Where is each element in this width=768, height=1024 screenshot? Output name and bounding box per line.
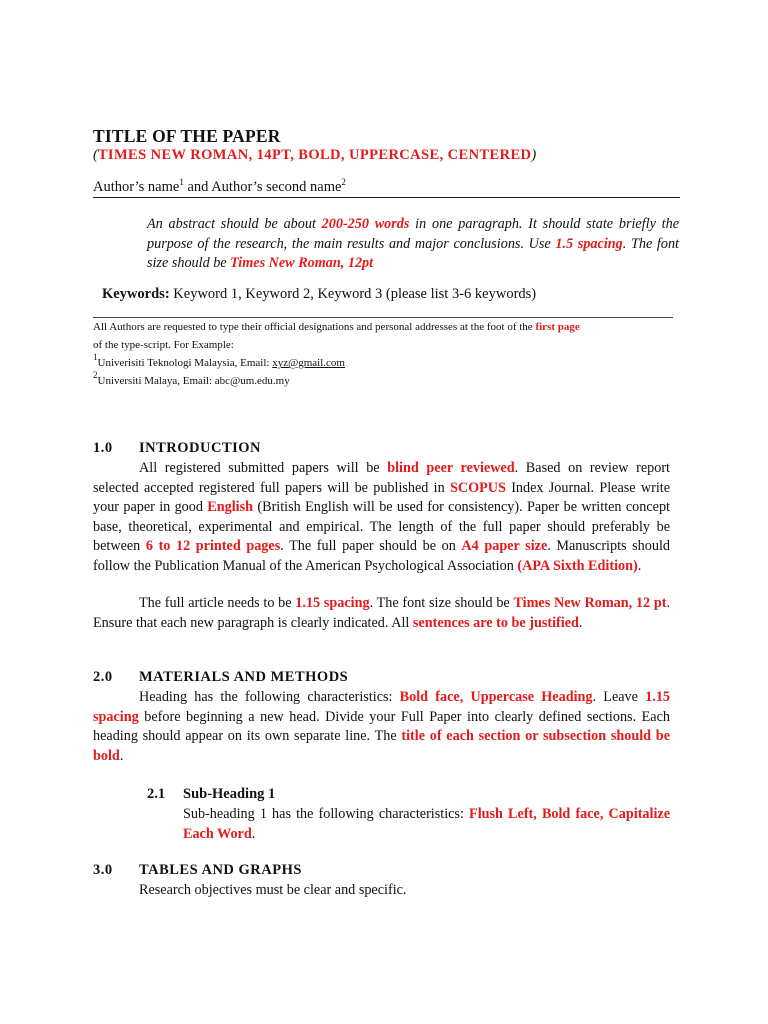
footnote-instructions [93, 319, 683, 354]
title-format-text: TIMES NEW ROMAN, 14PT, BOLD, UPPERCASE, CENTERED [97, 147, 532, 163]
author-sup-2: 2 [341, 177, 346, 187]
footnote-divider [93, 317, 673, 318]
highlight-text: A4 paper size [461, 538, 548, 554]
section-title: MATERIALS AND METHODS [139, 669, 349, 685]
methods-paragraph [93, 688, 670, 766]
subsection-paragraph [183, 805, 670, 844]
author-divider [93, 197, 680, 198]
abstract-highlight: 1.5 spacing [555, 235, 623, 252]
section-number: 2.0 [93, 669, 113, 685]
affiliation-email-link[interactable]: xyz@gmail.com [272, 357, 345, 369]
highlight-text: 1.15 spacing [295, 595, 370, 611]
highlight-text: (APA Sixth Edition) [517, 557, 638, 574]
body-text: . [119, 747, 124, 764]
footnote-highlight: first page [535, 321, 580, 333]
body-text: . The font size should be [369, 595, 514, 611]
keywords-label: Keywords: [102, 286, 170, 302]
keywords-list: Keyword 1, Keyword 2, Keyword 3 (please list 3-6 keywords) [169, 286, 537, 302]
body-text: . Manuscripts should follow the Publication Manual of the American Psychological Association [93, 538, 670, 574]
affiliation-2 [93, 370, 683, 391]
close-paren: ) [531, 147, 537, 163]
highlight-text: Times New Roman, 12 pt [513, 595, 667, 611]
abstract-text: An abstract should be about [147, 216, 322, 232]
highlight-text: SCOPUS [449, 479, 506, 496]
abstract-text: in one paragraph. It should state briefly the purpose of the research, the main results and major conclusions. Use [147, 216, 679, 252]
highlight-text: blind peer reviewed [387, 460, 515, 476]
body-text: . Based on review report selected accepted registered full papers will be published in [93, 460, 670, 496]
affiliation-sup: 1 [93, 352, 98, 362]
subsection-number: 2.1 [147, 786, 166, 802]
highlight-text: 1.15 spacing [93, 689, 670, 725]
highlight-text: sentences are to be justified [412, 614, 579, 631]
author-line [93, 179, 346, 196]
highlight-text: 6 to 12 printed pages [145, 538, 281, 554]
affiliation-text: Universiti Malaya, Email: abc@um.edu.my [97, 375, 290, 387]
body-text: . The full paper should be on [280, 538, 462, 554]
body-text: . [251, 825, 256, 842]
body-text: Index Journal. Please write your paper in good [93, 479, 670, 515]
introduction-paragraph-1 [93, 459, 670, 576]
affiliation-text: Univerisiti Teknologi Malaysia, Email: [97, 357, 273, 369]
author-sup-1: 1 [179, 177, 184, 187]
highlight-text: title of each section or subsection should be bold [93, 728, 670, 764]
affiliation-sup: 2 [93, 370, 98, 380]
affiliation-1 [93, 352, 683, 373]
abstract-highlight: 200-250 words [321, 216, 410, 232]
subsection-heading [147, 786, 275, 803]
footnote-text: of the type-script. For Example: [93, 338, 234, 351]
body-text: Heading has the following characteristics: [139, 689, 400, 705]
section-heading [93, 862, 302, 879]
body-text: . Ensure that each new paragraph is clearly indicated. All [93, 595, 670, 631]
body-text: Sub-heading 1 has the following characteristics: [183, 806, 470, 822]
section-number: 1.0 [93, 440, 113, 456]
introduction-paragraph-2 [93, 594, 670, 633]
section-heading [93, 440, 261, 457]
body-text: before beginning a new head. Divide your Full Paper into clearly defined sections. Each heading should appear on its own separate line. The [93, 708, 670, 744]
footnote-text: All Authors are requested to type their official designations and personal addresses at the foot of the [93, 321, 536, 333]
body-text: The full article needs to be [139, 595, 296, 611]
title-format-note [93, 147, 536, 164]
tables-paragraph: Research objectives must be clear and specific. [139, 882, 407, 898]
author-name-1: Author’s name [93, 179, 180, 195]
paper-title: TITLE OF THE PAPER [93, 126, 281, 146]
section-title: TABLES AND GRAPHS [139, 862, 302, 878]
body-text: All registered submitted papers will be [139, 460, 388, 476]
highlight-text: Bold face, Uppercase Heading [399, 689, 593, 705]
abstract [147, 215, 679, 274]
abstract-highlight: Times New Roman, 12pt [230, 255, 374, 271]
body-text: . Leave [592, 689, 646, 705]
body-text: . [637, 557, 642, 574]
abstract-text: . The font size should be [147, 235, 679, 271]
body-text: (British English will be used for consistency). Paper be written concept base, theoretical, experimental and empirical. The length of the full paper should preferably be between [93, 499, 670, 554]
keywords [102, 286, 536, 303]
highlight-text: English [207, 499, 254, 515]
section-heading [93, 669, 348, 686]
open-paren: ( [93, 147, 98, 163]
highlight-text: Flush Left, Bold face, Capitalize Each Word [183, 806, 670, 842]
section-number: 3.0 [93, 862, 113, 878]
section-title: INTRODUCTION [139, 440, 262, 456]
subsection-title: Sub-Heading 1 [183, 786, 276, 802]
body-text: . [578, 614, 583, 631]
author-name-2: and Author’s second name [183, 179, 342, 195]
